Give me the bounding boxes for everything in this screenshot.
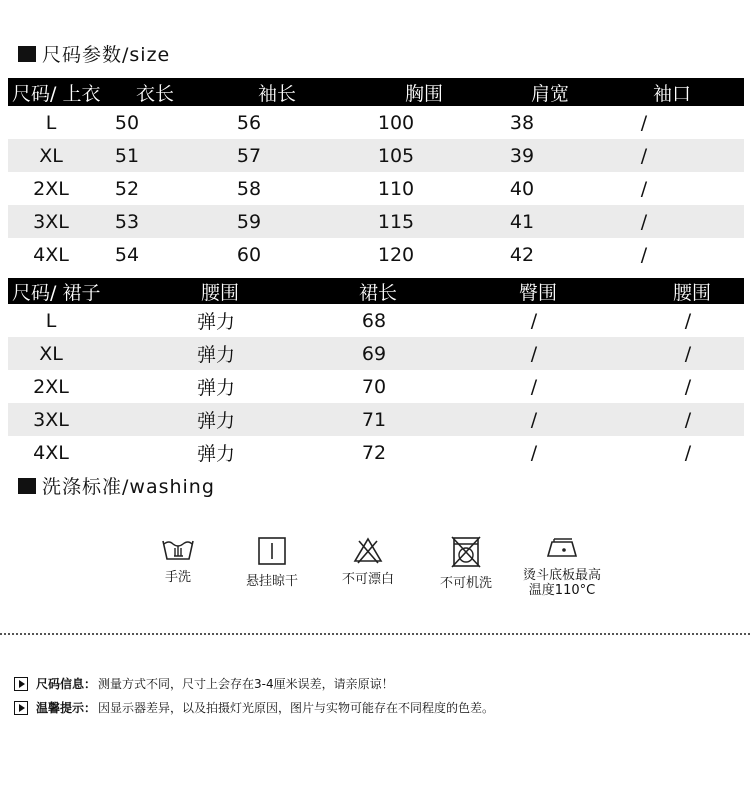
table-cell: 51 [114,144,140,167]
no-machine-wash-icon [451,536,481,568]
table-cell: 弹力 [196,377,235,399]
care-item-iron: 烫斗底板最高 温度110°C [512,536,612,598]
table-cell: 105 [377,144,415,167]
no-bleach-icon [353,536,383,564]
header-cell: 腰围 [200,281,239,304]
header-cell: 袖口 [652,82,691,105]
table-cell: / [640,210,648,233]
washing-section-title: 洗涤标准/washing [18,472,215,499]
table-cell: 3XL [33,210,69,233]
table-cell: 69 [361,342,387,365]
care-item-no-bleach: 不可漂白 [320,536,416,587]
play-marker-icon [14,701,28,715]
play-marker-icon [14,677,28,691]
table-cell: XL [39,144,63,167]
table-row [8,403,744,436]
table-cell: 59 [236,210,262,233]
header-cell: 胸围 [404,82,443,105]
table-cell: / [640,243,648,266]
header-cell: 袖长 [257,82,296,105]
table-cell: 71 [361,408,387,431]
table-cell: / [640,111,648,134]
table-cell: 2XL [33,375,69,398]
header-cell: 衣长 [135,82,174,105]
table-cell: 68 [361,309,387,332]
table-cell: 110 [377,177,415,200]
table-row [8,436,744,469]
table-cell: 72 [361,441,387,464]
table-cell: 60 [236,243,262,266]
table-cell: / [530,342,538,365]
header-cell: 裙长 [358,281,397,304]
table-cell: 100 [377,111,415,134]
table-cell: 42 [509,243,535,266]
table-cell: / [530,408,538,431]
header-cell: 臀围 [518,281,557,304]
table-cell: / [640,177,648,200]
section-marker-icon [18,46,36,62]
table-row [8,304,744,337]
table-cell: 56 [236,111,262,134]
header-cell: 腰围 [672,281,711,304]
table-row [8,370,744,403]
table-row [8,337,744,370]
table-cell: / [684,375,692,398]
table-cell: XL [39,342,63,365]
care-item-hand-wash: 手洗 [130,536,226,585]
table-row [8,172,744,205]
table-cell: 弹力 [196,410,235,432]
divider [0,633,750,635]
table-cell: / [684,408,692,431]
table-cell: 4XL [33,243,69,266]
table-cell: 2XL [33,177,69,200]
size-info-note: 尺码信息： 测量方式不同，尺寸上会存在3-4厘米误差，请亲原谅！ [14,675,394,692]
hang-dry-icon [257,536,287,566]
hand-wash-icon [161,536,195,562]
table-cell: 58 [236,177,262,200]
header-cell: 尺码/ 上衣 [12,82,101,105]
top-table-header [8,78,744,106]
table-cell: / [530,441,538,464]
table-cell: / [684,342,692,365]
skirt-table-header [8,278,744,304]
table-cell: / [530,375,538,398]
section-marker-icon [18,478,36,494]
table-cell: 3XL [33,408,69,431]
table-cell: 39 [509,144,535,167]
table-row [8,106,744,139]
care-item-no-machine-wash: 不可机洗 [418,536,514,591]
table-cell: 57 [236,144,262,167]
table-cell: 41 [509,210,535,233]
table-cell: / [640,144,648,167]
reminder-note: 温馨提示： 因显示器差异，以及拍摄灯光原因，图片与实物可能存在不同程度的色差。 [14,699,494,716]
table-cell: 弹力 [196,344,235,366]
table-row [8,238,744,271]
care-item-hang-dry: 悬挂晾干 [224,536,320,589]
table-cell: 4XL [33,441,69,464]
table-cell: 115 [377,210,415,233]
table-cell: / [684,309,692,332]
size-section-title: 尺码参数/size [18,40,170,67]
table-cell: 52 [114,177,140,200]
table-cell: 弹力 [196,443,235,465]
table-cell: / [530,309,538,332]
table-cell: 50 [114,111,140,134]
table-cell: 53 [114,210,140,233]
skirt-size-table [8,278,744,469]
top-size-table [8,78,744,271]
table-cell: 38 [509,111,535,134]
table-cell: 54 [114,243,140,266]
table-cell: / [684,441,692,464]
iron-icon [544,536,580,560]
table-cell: 70 [361,375,387,398]
table-row [8,139,744,172]
table-cell: L [45,309,57,332]
table-cell: L [45,111,57,134]
header-cell: 肩宽 [530,82,569,105]
table-cell: 120 [377,243,415,266]
table-cell: 40 [509,177,535,200]
header-cell: 尺码/ 裙子 [12,281,101,304]
table-row [8,205,744,238]
table-cell: 弹力 [196,311,235,333]
